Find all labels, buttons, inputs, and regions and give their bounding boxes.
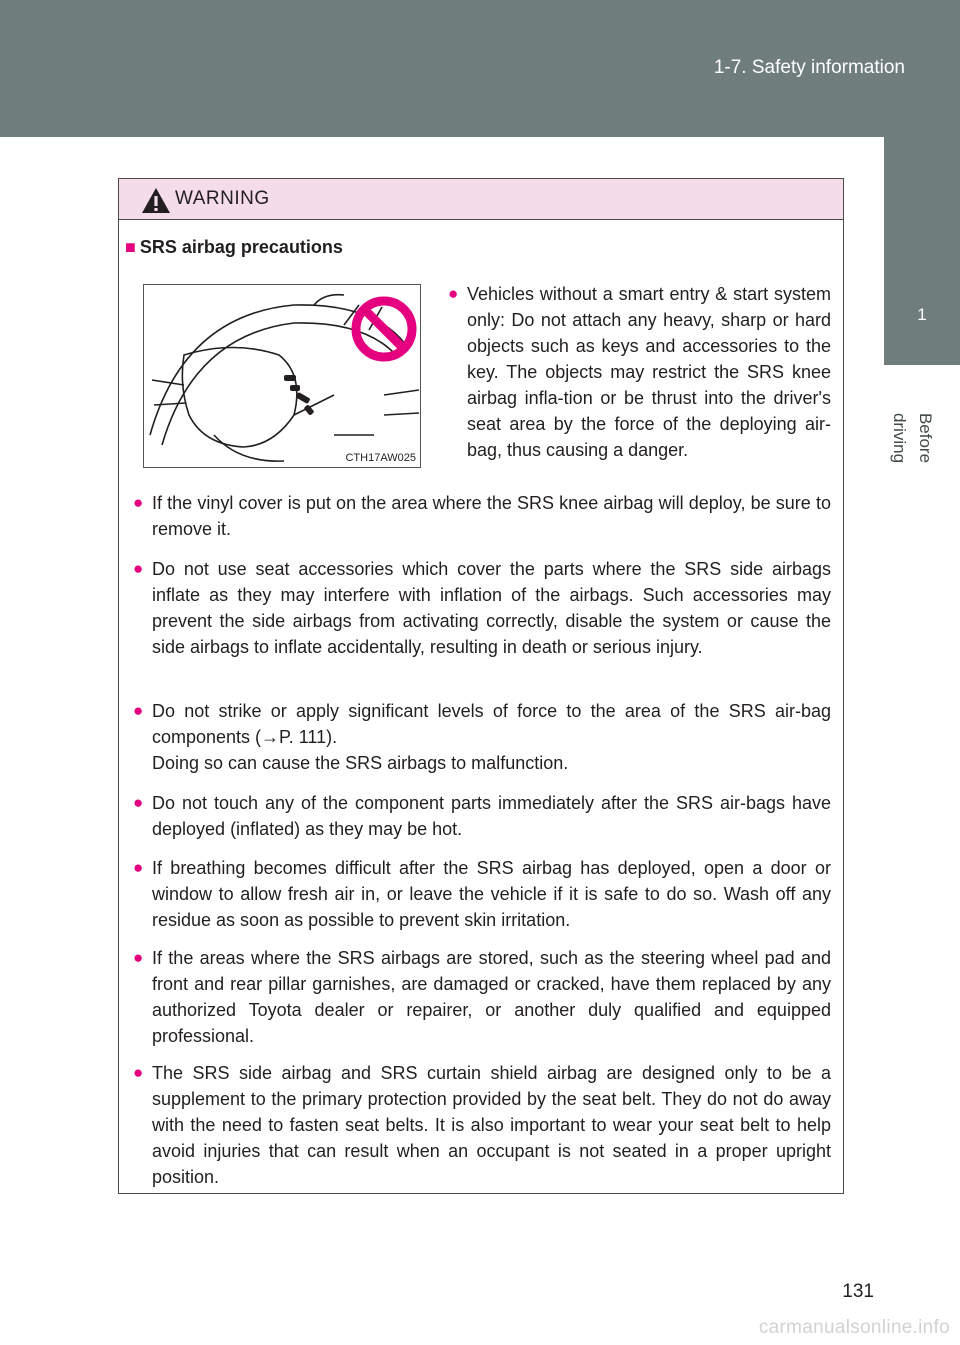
subheading-text: SRS airbag precautions <box>139 237 343 257</box>
bullet-continuation: Doing so can cause the SRS airbags to malfunction. <box>152 753 569 773</box>
bullet-dot-icon: ● <box>133 701 144 720</box>
image-code: CTH17AW025 <box>345 452 416 464</box>
section-title: 1-7. Safety information <box>713 57 905 78</box>
bullet-dot-icon: ● <box>448 284 459 303</box>
warning-header <box>119 179 843 220</box>
bullet-item: ● Do not strike or apply significant levels of force to the area of the SRS air-bag components (→P. 111). Doing so can cause the SRS airbags to malfunction. <box>152 698 831 776</box>
bullet-item: ● If the vinyl cover is put on the area where the SRS knee airbag will deploy, be sure to remove it. <box>152 490 831 542</box>
bullet-dot-icon: ● <box>133 1063 144 1082</box>
bullet-item: ● Vehicles without a smart entry & start system only: Do not attach any heavy, sharp or hard objects such as keys and accessories to the key. The objects may restrict the SRS knee airbag infla-tion or be thrust into the driver's seat area by the force of the deploying air-bag, thus causing a danger. <box>467 281 831 463</box>
square-bullet-icon: ■ <box>125 237 136 257</box>
warning-triangle-icon <box>141 187 171 214</box>
steering-wheel-illustration <box>143 284 421 468</box>
bullet-dot-icon: ● <box>133 793 144 812</box>
bullet-dot-icon: ● <box>133 858 144 877</box>
bullet-dot-icon: ● <box>133 559 144 578</box>
bullet-item: ● Do not touch any of the component parts immediately after the SRS air-bags have deployed (inflated) as they may be hot. <box>152 790 831 842</box>
steering-wheel-drawing <box>144 285 421 468</box>
bullet-item: ● If breathing becomes difficult after the SRS airbag has deployed, open a door or window to allow fresh air in, or leave the vehicle if it is safe to do so. Wash off any residue as soon as possible to prevent skin irritation. <box>152 855 831 933</box>
bullet-item: ● If the areas where the SRS airbags are stored, such as the steering wheel pad and front and rear pillar garnishes, are damaged or cracked, have them replaced by any authorized Toyota dealer or repairer, or another duly qualified and equipped professional. <box>152 945 831 1049</box>
bullet-dot-icon: ● <box>133 948 144 967</box>
bullet-dot-icon: ● <box>133 493 144 512</box>
bullet-item: ● Do not use seat accessories which cover the parts where the SRS side airbags inflate as they may interfere with inflation of the airbags. Such accessories may prevent the side airbags from activating correctly, disable the system or cause the side airbags to inflate accidentally, resulting in death or serious injury. <box>152 556 831 660</box>
page-number: 131 <box>842 1281 874 1302</box>
warning-title: WARNING <box>175 188 270 209</box>
page-header <box>0 0 960 137</box>
chapter-tab <box>884 137 960 365</box>
chapter-label: Before driving <box>890 412 935 464</box>
chapter-number: 1 <box>917 305 927 324</box>
subheading <box>125 237 343 258</box>
warning-box <box>118 178 844 1194</box>
watermark: carmanualsonline.info <box>758 1317 950 1338</box>
bullet-item: ● The SRS side airbag and SRS curtain shield airbag are designed only to be a supplement to the primary protection provided by the seat belt. They do not do away with the need to fasten seat belts. It is also important to wear your seat belt to help avoid injuries that can result when an occupant is not seated in a proper upright position. <box>152 1060 831 1190</box>
